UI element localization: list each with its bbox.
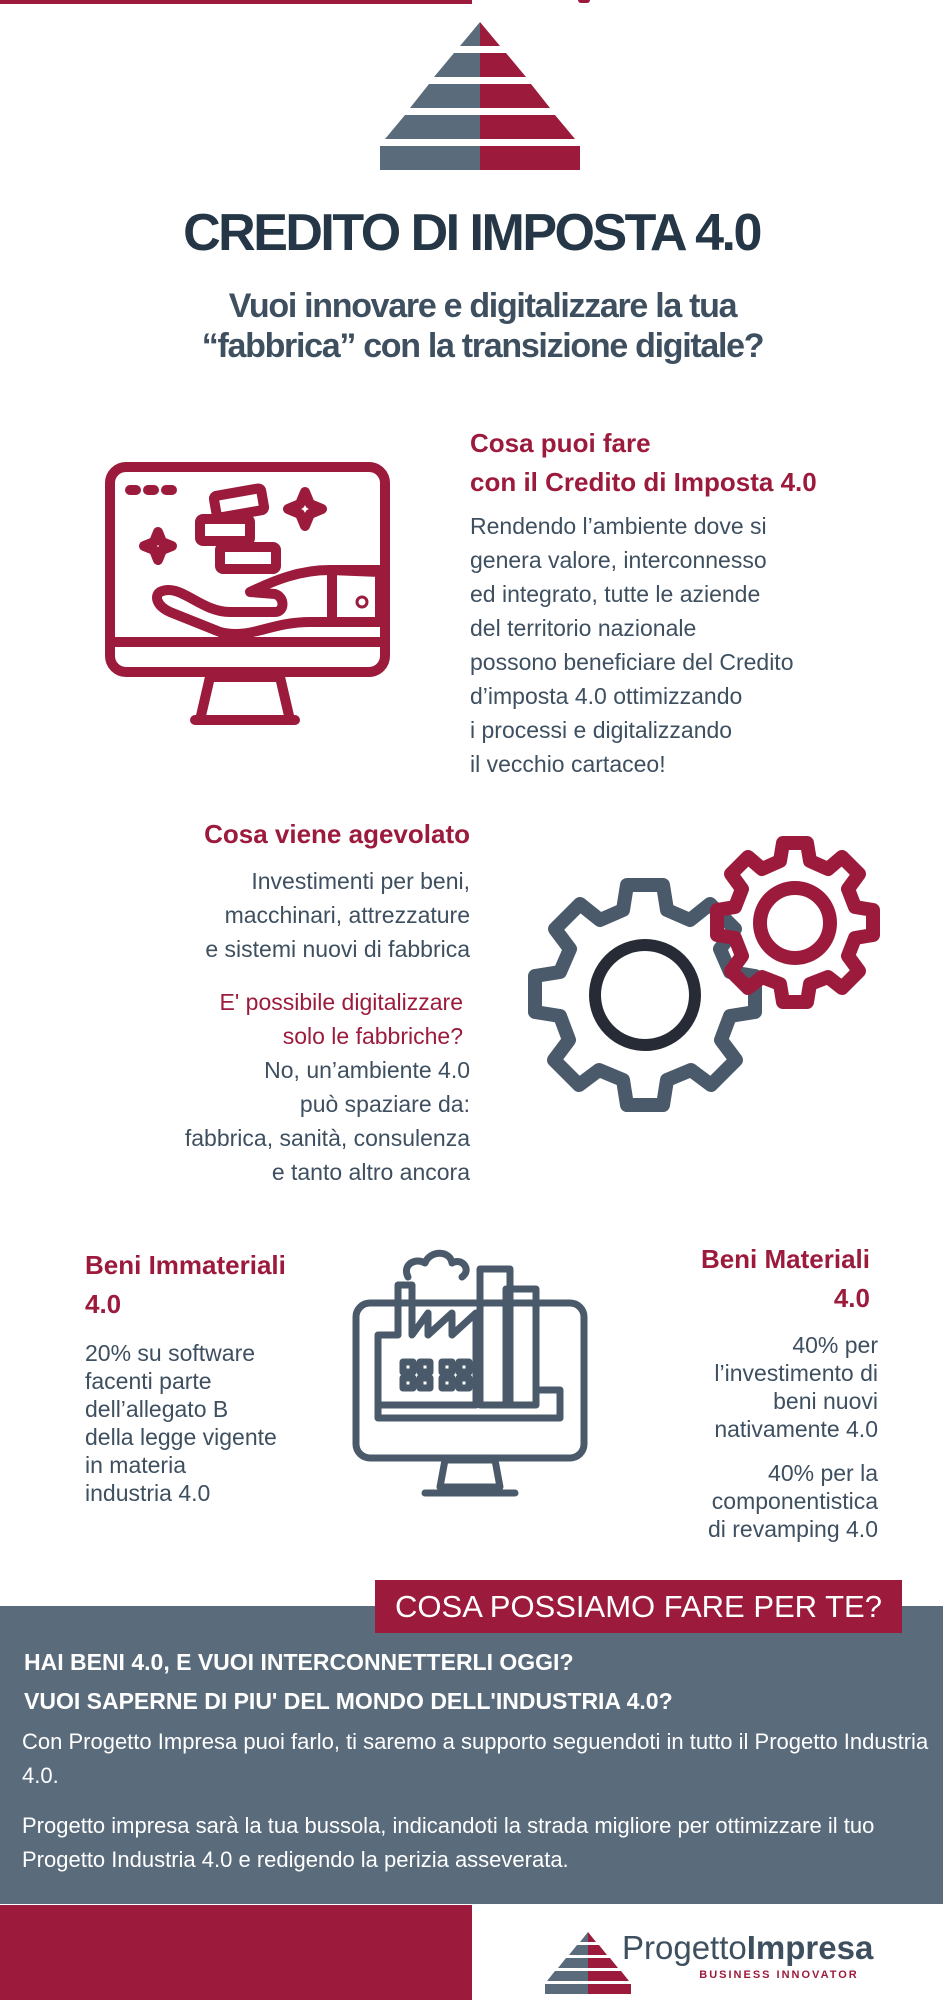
top-accent-dot [578, 0, 590, 3]
beni-materiali-heading: Beni Materiali 4.0 [700, 1244, 870, 1313]
footer-pyramid-logo-icon [545, 1932, 631, 2000]
pyramid-logo-icon [380, 22, 580, 194]
section-agevolato-body: Investimenti per beni, macchinari, attrezzature e sistemi nuovi di fabbrica [205, 868, 470, 962]
cta-paragraph-2: Progetto impresa sarà la tua bussola, indicandoti la strada migliore per ottimizzare il tuo Progetto Industria 4.0 e redigendo la perizia asseverata. [22, 1813, 875, 1872]
footer-tagline: BUSINESS INNOVATOR [699, 1969, 859, 1981]
footer-brand-part2: Impresa [746, 1929, 874, 1966]
section-fare-heading-line1: Cosa puoi fare [470, 428, 651, 458]
cta-heading: HAI BENI 4.0, E VUOI INTERCONNETTERLI OGGI? VUOI SAPERNE DI PIU' DEL MONDO DELL'INDUSTRIA 4.0? [24, 1649, 673, 1714]
gears-icon [510, 825, 895, 1140]
beni-materiali-body2: 40% per la componentistica di revamping 4.0 [707, 1460, 878, 1542]
cta-paragraph-1: Con Progetto Impresa puoi farlo, ti saremo a supporto seguendoti in tutto il Progetto Industria 4.0. [22, 1729, 929, 1788]
beni-materiali-body1: 40% per l’investimento di beni nuovi nativamente 4.0 [714, 1332, 878, 1442]
section-agevolato-question: E' possibile digitalizzare solo le fabbriche? [219, 989, 463, 1049]
footer-brand-part1: Progetto [622, 1929, 747, 1966]
beni-immateriali-body: 20% su software facenti parte dell’allegato B della legge vigente in materia industria 4.0 [85, 1340, 277, 1506]
top-accent-bar [0, 0, 472, 4]
section-agevolato-heading: Cosa viene agevolato [204, 819, 470, 849]
factory-monitor-icon [350, 1225, 590, 1505]
section-agevolato-answer: No, un’ambiente 4.0 può spaziare da: fabbrica, sanità, consulenza e tanto altro ancora [184, 1057, 470, 1185]
section-fare-heading-line2: con il Credito di Imposta 4.0 [470, 467, 817, 497]
bottom-accent-bar [0, 1905, 472, 2000]
monitor-hand-coins-icon [100, 462, 405, 732]
beni-immateriali-heading: Beni Immateriali 4.0 [85, 1250, 286, 1319]
footer-brand [622, 1928, 873, 1968]
page-title: CREDITO DI IMPOSTA 4.0 [183, 204, 760, 262]
section-fare-heading [470, 424, 910, 502]
page-subtitle: Vuoi innovare e digitalizzare la tua “fabbrica” con la transizione digitale? [201, 287, 764, 365]
section-fare-body: Rendendo l’ambiente dove si genera valore, interconnesso ed integrato, tutte le aziende del territorio nazionale possono beneficiare del Credito d’imposta 4.0 ottimizzando i processi e digitalizzando il vecchio cartaceo! [470, 513, 794, 777]
cta-badge: COSA POSSIAMO FARE PER TE? [375, 1580, 902, 1633]
